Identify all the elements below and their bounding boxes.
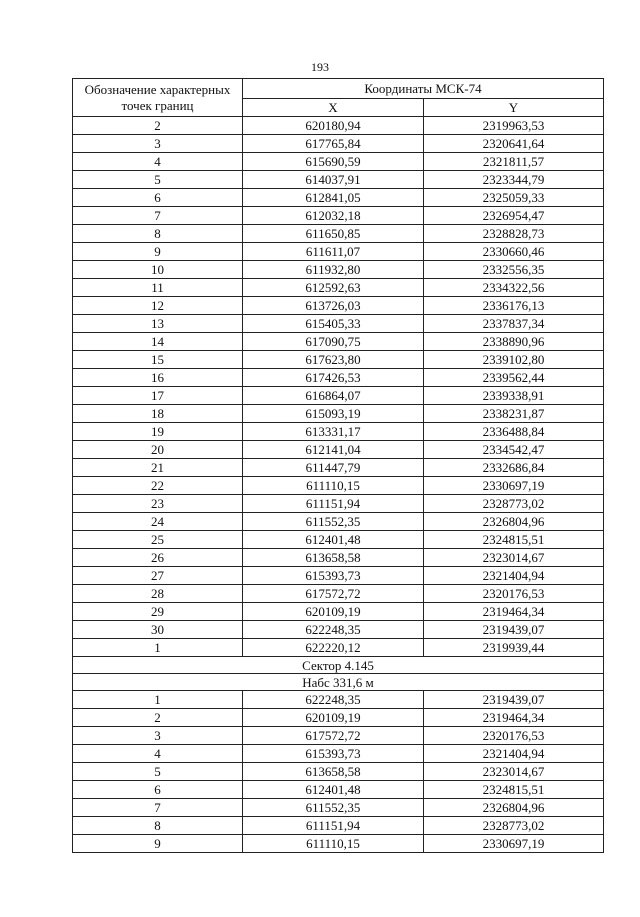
point-number-cell: 6	[73, 189, 243, 207]
point-number-cell: 9	[73, 243, 243, 261]
x-coordinate-cell: 612141,04	[243, 441, 424, 459]
point-number-cell: 13	[73, 315, 243, 333]
table-row	[73, 513, 604, 531]
y-coordinate-cell: 2320176,53	[424, 727, 604, 745]
table-row	[73, 423, 604, 441]
point-number-cell: 21	[73, 459, 243, 477]
y-coordinate-cell: 2326804,96	[424, 513, 604, 531]
coordinate-system-header: Координаты МСК-74	[243, 79, 604, 99]
x-coordinate-cell: 615393,73	[243, 745, 424, 763]
y-coordinate-cell: 2319439,07	[424, 691, 604, 709]
table-row	[73, 691, 604, 709]
x-coordinate-cell: 615393,73	[243, 567, 424, 585]
point-number-cell: 8	[73, 225, 243, 243]
table-row	[73, 333, 604, 351]
table-row	[73, 477, 604, 495]
x-coordinate-cell: 617572,72	[243, 585, 424, 603]
y-coordinate-cell: 2320176,53	[424, 585, 604, 603]
point-number-cell: 18	[73, 405, 243, 423]
point-number-cell: 26	[73, 549, 243, 567]
sector-title: Сектор 4.145	[73, 657, 604, 674]
sector-section	[73, 657, 604, 691]
y-coordinate-cell: 2336488,84	[424, 423, 604, 441]
x-coordinate-cell: 617765,84	[243, 135, 424, 153]
x-coordinate-cell: 611151,94	[243, 495, 424, 513]
y-coordinate-cell: 2330697,19	[424, 835, 604, 853]
table-row	[73, 639, 604, 657]
point-designation-header: Обозначение характерных точек границ	[73, 79, 243, 117]
x-coordinate-cell: 611650,85	[243, 225, 424, 243]
point-number-cell: 1	[73, 639, 243, 657]
x-coordinate-cell: 611447,79	[243, 459, 424, 477]
point-number-cell: 30	[73, 621, 243, 639]
point-number-cell: 22	[73, 477, 243, 495]
point-number-cell: 3	[73, 727, 243, 745]
y-coordinate-cell: 2321404,94	[424, 567, 604, 585]
table-row	[73, 153, 604, 171]
y-coordinate-cell: 2319464,34	[424, 709, 604, 727]
table-row	[73, 351, 604, 369]
point-number-cell: 9	[73, 835, 243, 853]
y-coordinate-cell: 2332686,84	[424, 459, 604, 477]
y-coordinate-cell: 2339102,80	[424, 351, 604, 369]
point-number-cell: 25	[73, 531, 243, 549]
table-row	[73, 745, 604, 763]
y-coordinate-cell: 2338890,96	[424, 333, 604, 351]
x-coordinate-cell: 611552,35	[243, 513, 424, 531]
x-coordinate-cell: 617623,80	[243, 351, 424, 369]
table-row	[73, 799, 604, 817]
y-column-header: Y	[424, 99, 604, 117]
y-coordinate-cell: 2332556,35	[424, 261, 604, 279]
x-coordinate-cell: 620109,19	[243, 709, 424, 727]
point-number-cell: 10	[73, 261, 243, 279]
table-row	[73, 207, 604, 225]
x-coordinate-cell: 612401,48	[243, 781, 424, 799]
table-header	[73, 79, 604, 117]
x-coordinate-cell: 622248,35	[243, 621, 424, 639]
x-coordinate-cell: 615093,19	[243, 405, 424, 423]
y-coordinate-cell: 2321811,57	[424, 153, 604, 171]
y-coordinate-cell: 2323014,67	[424, 763, 604, 781]
x-coordinate-cell: 617572,72	[243, 727, 424, 745]
x-coordinate-cell: 614037,91	[243, 171, 424, 189]
table-row	[73, 549, 604, 567]
x-coordinate-cell: 620109,19	[243, 603, 424, 621]
y-coordinate-cell: 2328773,02	[424, 817, 604, 835]
table-body-part1	[73, 117, 604, 657]
y-coordinate-cell: 2321404,94	[424, 745, 604, 763]
point-number-cell: 28	[73, 585, 243, 603]
x-coordinate-cell: 613331,17	[243, 423, 424, 441]
y-coordinate-cell: 2326954,47	[424, 207, 604, 225]
table-row	[73, 135, 604, 153]
table-row	[73, 709, 604, 727]
x-coordinate-cell: 612841,05	[243, 189, 424, 207]
point-number-cell: 27	[73, 567, 243, 585]
table-row	[73, 459, 604, 477]
x-coordinate-cell: 612401,48	[243, 531, 424, 549]
y-coordinate-cell: 2324815,51	[424, 531, 604, 549]
x-coordinate-cell: 615690,59	[243, 153, 424, 171]
table-row	[73, 387, 604, 405]
y-coordinate-cell: 2330697,19	[424, 477, 604, 495]
y-coordinate-cell: 2323344,79	[424, 171, 604, 189]
point-number-cell: 14	[73, 333, 243, 351]
point-number-cell: 2	[73, 117, 243, 135]
y-coordinate-cell: 2328773,02	[424, 495, 604, 513]
y-coordinate-cell: 2326804,96	[424, 799, 604, 817]
table-body-part2	[73, 691, 604, 853]
y-coordinate-cell: 2323014,67	[424, 549, 604, 567]
x-coordinate-cell: 617426,53	[243, 369, 424, 387]
x-coordinate-cell: 613726,03	[243, 297, 424, 315]
point-number-cell: 4	[73, 745, 243, 763]
table-row	[73, 835, 604, 853]
y-coordinate-cell: 2319939,44	[424, 639, 604, 657]
table-row	[73, 225, 604, 243]
table-row	[73, 261, 604, 279]
x-coordinate-cell: 611611,07	[243, 243, 424, 261]
y-coordinate-cell: 2336176,13	[424, 297, 604, 315]
table-row	[73, 243, 604, 261]
y-coordinate-cell: 2328828,73	[424, 225, 604, 243]
table-row	[73, 117, 604, 135]
table-row	[73, 531, 604, 549]
table-row	[73, 621, 604, 639]
point-number-cell: 5	[73, 763, 243, 781]
x-coordinate-cell: 612032,18	[243, 207, 424, 225]
x-coordinate-cell: 620180,94	[243, 117, 424, 135]
table-row	[73, 817, 604, 835]
point-number-cell: 5	[73, 171, 243, 189]
point-number-cell: 12	[73, 297, 243, 315]
table-row	[73, 369, 604, 387]
y-coordinate-cell: 2337837,34	[424, 315, 604, 333]
point-number-cell: 15	[73, 351, 243, 369]
page-number: 193	[311, 60, 329, 74]
table-row	[73, 495, 604, 513]
table-row	[73, 585, 604, 603]
x-coordinate-cell: 613658,58	[243, 549, 424, 567]
point-number-cell: 1	[73, 691, 243, 709]
table-row	[73, 567, 604, 585]
point-number-cell: 8	[73, 817, 243, 835]
y-coordinate-cell: 2338231,87	[424, 405, 604, 423]
x-coordinate-cell: 622248,35	[243, 691, 424, 709]
x-coordinate-cell: 611110,15	[243, 835, 424, 853]
table-row	[73, 763, 604, 781]
y-coordinate-cell: 2319439,07	[424, 621, 604, 639]
table-row	[73, 727, 604, 745]
y-coordinate-cell: 2339338,91	[424, 387, 604, 405]
table-row	[73, 297, 604, 315]
x-column-header: X	[243, 99, 424, 117]
point-number-cell: 7	[73, 207, 243, 225]
x-coordinate-cell: 615405,33	[243, 315, 424, 333]
y-coordinate-cell: 2325059,33	[424, 189, 604, 207]
x-coordinate-cell: 612592,63	[243, 279, 424, 297]
x-coordinate-cell: 616864,07	[243, 387, 424, 405]
x-coordinate-cell: 613658,58	[243, 763, 424, 781]
table-row	[73, 279, 604, 297]
table-row	[73, 405, 604, 423]
point-number-cell: 4	[73, 153, 243, 171]
x-coordinate-cell: 611932,80	[243, 261, 424, 279]
point-number-cell: 6	[73, 781, 243, 799]
x-coordinate-cell: 611552,35	[243, 799, 424, 817]
table-row	[73, 315, 604, 333]
point-number-cell: 24	[73, 513, 243, 531]
x-coordinate-cell: 622220,12	[243, 639, 424, 657]
point-number-cell: 17	[73, 387, 243, 405]
table-row	[73, 189, 604, 207]
coordinates-table	[72, 78, 604, 853]
x-coordinate-cell: 611151,94	[243, 817, 424, 835]
y-coordinate-cell: 2334542,47	[424, 441, 604, 459]
point-number-cell: 19	[73, 423, 243, 441]
y-coordinate-cell: 2339562,44	[424, 369, 604, 387]
y-coordinate-cell: 2330660,46	[424, 243, 604, 261]
y-coordinate-cell: 2324815,51	[424, 781, 604, 799]
x-coordinate-cell: 611110,15	[243, 477, 424, 495]
table-row	[73, 171, 604, 189]
point-number-cell: 2	[73, 709, 243, 727]
point-number-cell: 29	[73, 603, 243, 621]
sector-height: Набс 331,6 м	[73, 674, 604, 691]
point-number-cell: 23	[73, 495, 243, 513]
y-coordinate-cell: 2320641,64	[424, 135, 604, 153]
x-coordinate-cell: 617090,75	[243, 333, 424, 351]
point-number-cell: 7	[73, 799, 243, 817]
point-number-cell: 11	[73, 279, 243, 297]
point-number-cell: 3	[73, 135, 243, 153]
table-row	[73, 781, 604, 799]
table-row	[73, 603, 604, 621]
y-coordinate-cell: 2319963,53	[424, 117, 604, 135]
y-coordinate-cell: 2319464,34	[424, 603, 604, 621]
y-coordinate-cell: 2334322,56	[424, 279, 604, 297]
point-number-cell: 16	[73, 369, 243, 387]
table-row	[73, 441, 604, 459]
point-number-cell: 20	[73, 441, 243, 459]
